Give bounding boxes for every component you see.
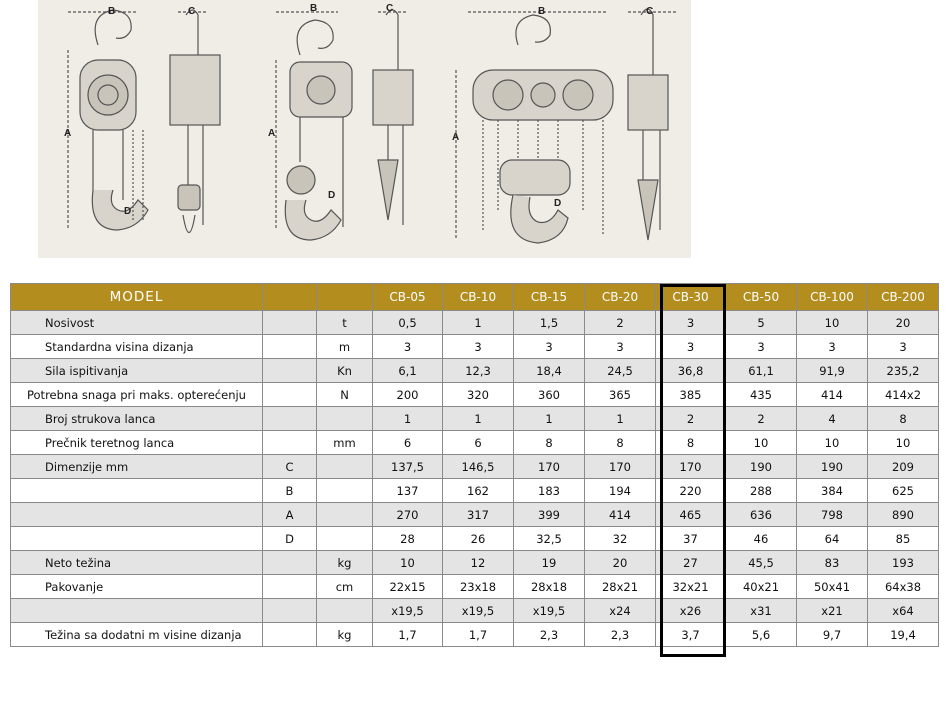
value-cell: 209 (868, 455, 939, 479)
row-unit: kg (317, 623, 373, 647)
row-label: Prečnik teretnog lanca (11, 431, 263, 455)
row-label (11, 503, 263, 527)
value-cell: 190 (797, 455, 868, 479)
value-cell: 170 (514, 455, 585, 479)
row-label: Potrebna snaga pri maks. opterećenju (11, 383, 263, 407)
row-unit: m (317, 335, 373, 359)
chain-hoist-drawings (38, 0, 691, 258)
value-cell: x19,5 (443, 599, 514, 623)
value-cell: 6,1 (373, 359, 443, 383)
row-label: Broj strukova lanca (11, 407, 263, 431)
value-cell: 4 (797, 407, 868, 431)
value-cell: 2,3 (514, 623, 585, 647)
value-cell: 28x18 (514, 575, 585, 599)
header-blank (317, 284, 373, 311)
dimension-a-label-3: A (452, 132, 460, 143)
value-cell: 1 (443, 311, 514, 335)
value-cell: 28 (373, 527, 443, 551)
value-cell: 8 (585, 431, 656, 455)
value-cell: 26 (443, 527, 514, 551)
value-cell: 50x41 (797, 575, 868, 599)
value-cell: 1 (443, 407, 514, 431)
row-label: Nosivost (11, 311, 263, 335)
value-cell: 8 (868, 407, 939, 431)
model-header: MODEL (11, 284, 263, 311)
value-cell: 414 (585, 503, 656, 527)
model-column-header: CB-30 (656, 284, 726, 311)
value-cell: 465 (656, 503, 726, 527)
row-label (11, 479, 263, 503)
specification-table (10, 283, 939, 647)
table-row (11, 527, 939, 551)
value-cell: 23x18 (443, 575, 514, 599)
row-unit (317, 455, 373, 479)
value-cell: 12 (443, 551, 514, 575)
value-cell: 2 (656, 407, 726, 431)
value-cell: 45,5 (726, 551, 797, 575)
table-row (11, 599, 939, 623)
row-subdimension (263, 551, 317, 575)
dimension-b-label-1: B (108, 6, 116, 17)
row-label (11, 527, 263, 551)
value-cell: 414 (797, 383, 868, 407)
row-unit: t (317, 311, 373, 335)
value-cell: 10 (797, 431, 868, 455)
value-cell: 64x38 (868, 575, 939, 599)
model-column-header: CB-20 (585, 284, 656, 311)
value-cell: 22x15 (373, 575, 443, 599)
value-cell: 183 (514, 479, 585, 503)
row-label: Pakovanje (11, 575, 263, 599)
model-column-header: CB-100 (797, 284, 868, 311)
value-cell: 32x21 (656, 575, 726, 599)
value-cell: 5 (726, 311, 797, 335)
value-cell: 193 (868, 551, 939, 575)
value-cell: 9,7 (797, 623, 868, 647)
value-cell: 1 (585, 407, 656, 431)
value-cell: 235,2 (868, 359, 939, 383)
table-row (11, 311, 939, 335)
value-cell: 360 (514, 383, 585, 407)
hoist-diagram (38, 0, 691, 258)
value-cell: 24,5 (585, 359, 656, 383)
dimension-d-label-2: D (328, 190, 336, 201)
value-cell: 625 (868, 479, 939, 503)
value-cell: 27 (656, 551, 726, 575)
value-cell: 64 (797, 527, 868, 551)
value-cell: 32,5 (514, 527, 585, 551)
value-cell: 288 (726, 479, 797, 503)
row-unit: N (317, 383, 373, 407)
row-subdimension (263, 311, 317, 335)
table-row (11, 431, 939, 455)
row-subdimension (263, 599, 317, 623)
row-unit: mm (317, 431, 373, 455)
table-header-row (11, 284, 939, 311)
row-unit (317, 599, 373, 623)
model-column-header: CB-05 (373, 284, 443, 311)
row-label: Standardna visina dizanja (11, 335, 263, 359)
value-cell: 137,5 (373, 455, 443, 479)
dimension-d-label-3: D (554, 198, 562, 209)
value-cell: 37 (656, 527, 726, 551)
value-cell: 3 (797, 335, 868, 359)
dimension-a-label-1: A (64, 128, 72, 139)
value-cell: 190 (726, 455, 797, 479)
value-cell: 399 (514, 503, 585, 527)
value-cell: 137 (373, 479, 443, 503)
table-row (11, 359, 939, 383)
value-cell: x64 (868, 599, 939, 623)
row-subdimension (263, 335, 317, 359)
dimension-b-label-3: B (538, 6, 546, 17)
value-cell: 5,6 (726, 623, 797, 647)
value-cell: 636 (726, 503, 797, 527)
value-cell: 2,3 (585, 623, 656, 647)
value-cell: 85 (868, 527, 939, 551)
dimension-d-label-1: D (124, 206, 132, 217)
row-label: Sila ispitivanja (11, 359, 263, 383)
value-cell: 170 (656, 455, 726, 479)
row-subdimension (263, 575, 317, 599)
value-cell: 317 (443, 503, 514, 527)
table-row (11, 623, 939, 647)
value-cell: 414x2 (868, 383, 939, 407)
table-row (11, 383, 939, 407)
value-cell: 28x21 (585, 575, 656, 599)
dimension-c-label-2: C (386, 3, 394, 14)
value-cell: 1,7 (373, 623, 443, 647)
value-cell: 10 (868, 431, 939, 455)
row-unit: cm (317, 575, 373, 599)
row-subdimension: A (263, 503, 317, 527)
row-subdimension: D (263, 527, 317, 551)
value-cell: 0,5 (373, 311, 443, 335)
row-label: Dimenzije mm (11, 455, 263, 479)
value-cell: 19 (514, 551, 585, 575)
row-subdimension (263, 359, 317, 383)
value-cell: 6 (373, 431, 443, 455)
value-cell: x19,5 (373, 599, 443, 623)
value-cell: 194 (585, 479, 656, 503)
row-label: Neto težina (11, 551, 263, 575)
value-cell: 3 (656, 311, 726, 335)
value-cell: 270 (373, 503, 443, 527)
row-unit (317, 527, 373, 551)
value-cell: 1 (514, 407, 585, 431)
row-subdimension: B (263, 479, 317, 503)
dimension-b-label-2: B (310, 3, 318, 14)
table-row (11, 479, 939, 503)
row-label: Težina sa dodatni m visine dizanja (11, 623, 263, 647)
value-cell: 1 (373, 407, 443, 431)
value-cell: 1,5 (514, 311, 585, 335)
value-cell: 10 (726, 431, 797, 455)
value-cell: 2 (726, 407, 797, 431)
row-subdimension: C (263, 455, 317, 479)
value-cell: x24 (585, 599, 656, 623)
dimension-a-label-2: A (268, 128, 276, 139)
table-row (11, 503, 939, 527)
value-cell: 20 (585, 551, 656, 575)
value-cell: 6 (443, 431, 514, 455)
value-cell: 3 (868, 335, 939, 359)
value-cell: 46 (726, 527, 797, 551)
value-cell: x31 (726, 599, 797, 623)
value-cell: 3,7 (656, 623, 726, 647)
value-cell: 220 (656, 479, 726, 503)
row-unit: Kn (317, 359, 373, 383)
value-cell: 3 (443, 335, 514, 359)
value-cell: 384 (797, 479, 868, 503)
value-cell: 19,4 (868, 623, 939, 647)
value-cell: 3 (373, 335, 443, 359)
value-cell: 8 (514, 431, 585, 455)
model-column-header: CB-15 (514, 284, 585, 311)
value-cell: 18,4 (514, 359, 585, 383)
row-subdimension (263, 407, 317, 431)
value-cell: 146,5 (443, 455, 514, 479)
row-unit (317, 503, 373, 527)
row-unit (317, 407, 373, 431)
model-column-header: CB-50 (726, 284, 797, 311)
row-subdimension (263, 431, 317, 455)
value-cell: 3 (514, 335, 585, 359)
model-column-header: CB-200 (868, 284, 939, 311)
value-cell: 365 (585, 383, 656, 407)
value-cell: 36,8 (656, 359, 726, 383)
value-cell: 3 (656, 335, 726, 359)
value-cell: 1,7 (443, 623, 514, 647)
dimension-c-label-1: C (188, 6, 196, 17)
value-cell: 170 (585, 455, 656, 479)
value-cell: 10 (373, 551, 443, 575)
value-cell: x21 (797, 599, 868, 623)
value-cell: 2 (585, 311, 656, 335)
row-unit: kg (317, 551, 373, 575)
value-cell: x19,5 (514, 599, 585, 623)
value-cell: x26 (656, 599, 726, 623)
row-label (11, 599, 263, 623)
value-cell: 200 (373, 383, 443, 407)
table-row (11, 551, 939, 575)
value-cell: 385 (656, 383, 726, 407)
row-unit (317, 479, 373, 503)
value-cell: 162 (443, 479, 514, 503)
value-cell: 10 (797, 311, 868, 335)
value-cell: 890 (868, 503, 939, 527)
value-cell: 83 (797, 551, 868, 575)
value-cell: 40x21 (726, 575, 797, 599)
value-cell: 3 (585, 335, 656, 359)
value-cell: 320 (443, 383, 514, 407)
table-row (11, 575, 939, 599)
value-cell: 435 (726, 383, 797, 407)
row-subdimension (263, 383, 317, 407)
value-cell: 3 (726, 335, 797, 359)
model-column-header: CB-10 (443, 284, 514, 311)
row-subdimension (263, 623, 317, 647)
dimension-c-label-3: C (646, 6, 654, 17)
table-row (11, 455, 939, 479)
value-cell: 8 (656, 431, 726, 455)
value-cell: 12,3 (443, 359, 514, 383)
table-row (11, 335, 939, 359)
value-cell: 91,9 (797, 359, 868, 383)
header-blank (263, 284, 317, 311)
value-cell: 798 (797, 503, 868, 527)
value-cell: 32 (585, 527, 656, 551)
value-cell: 20 (868, 311, 939, 335)
table-row (11, 407, 939, 431)
value-cell: 61,1 (726, 359, 797, 383)
